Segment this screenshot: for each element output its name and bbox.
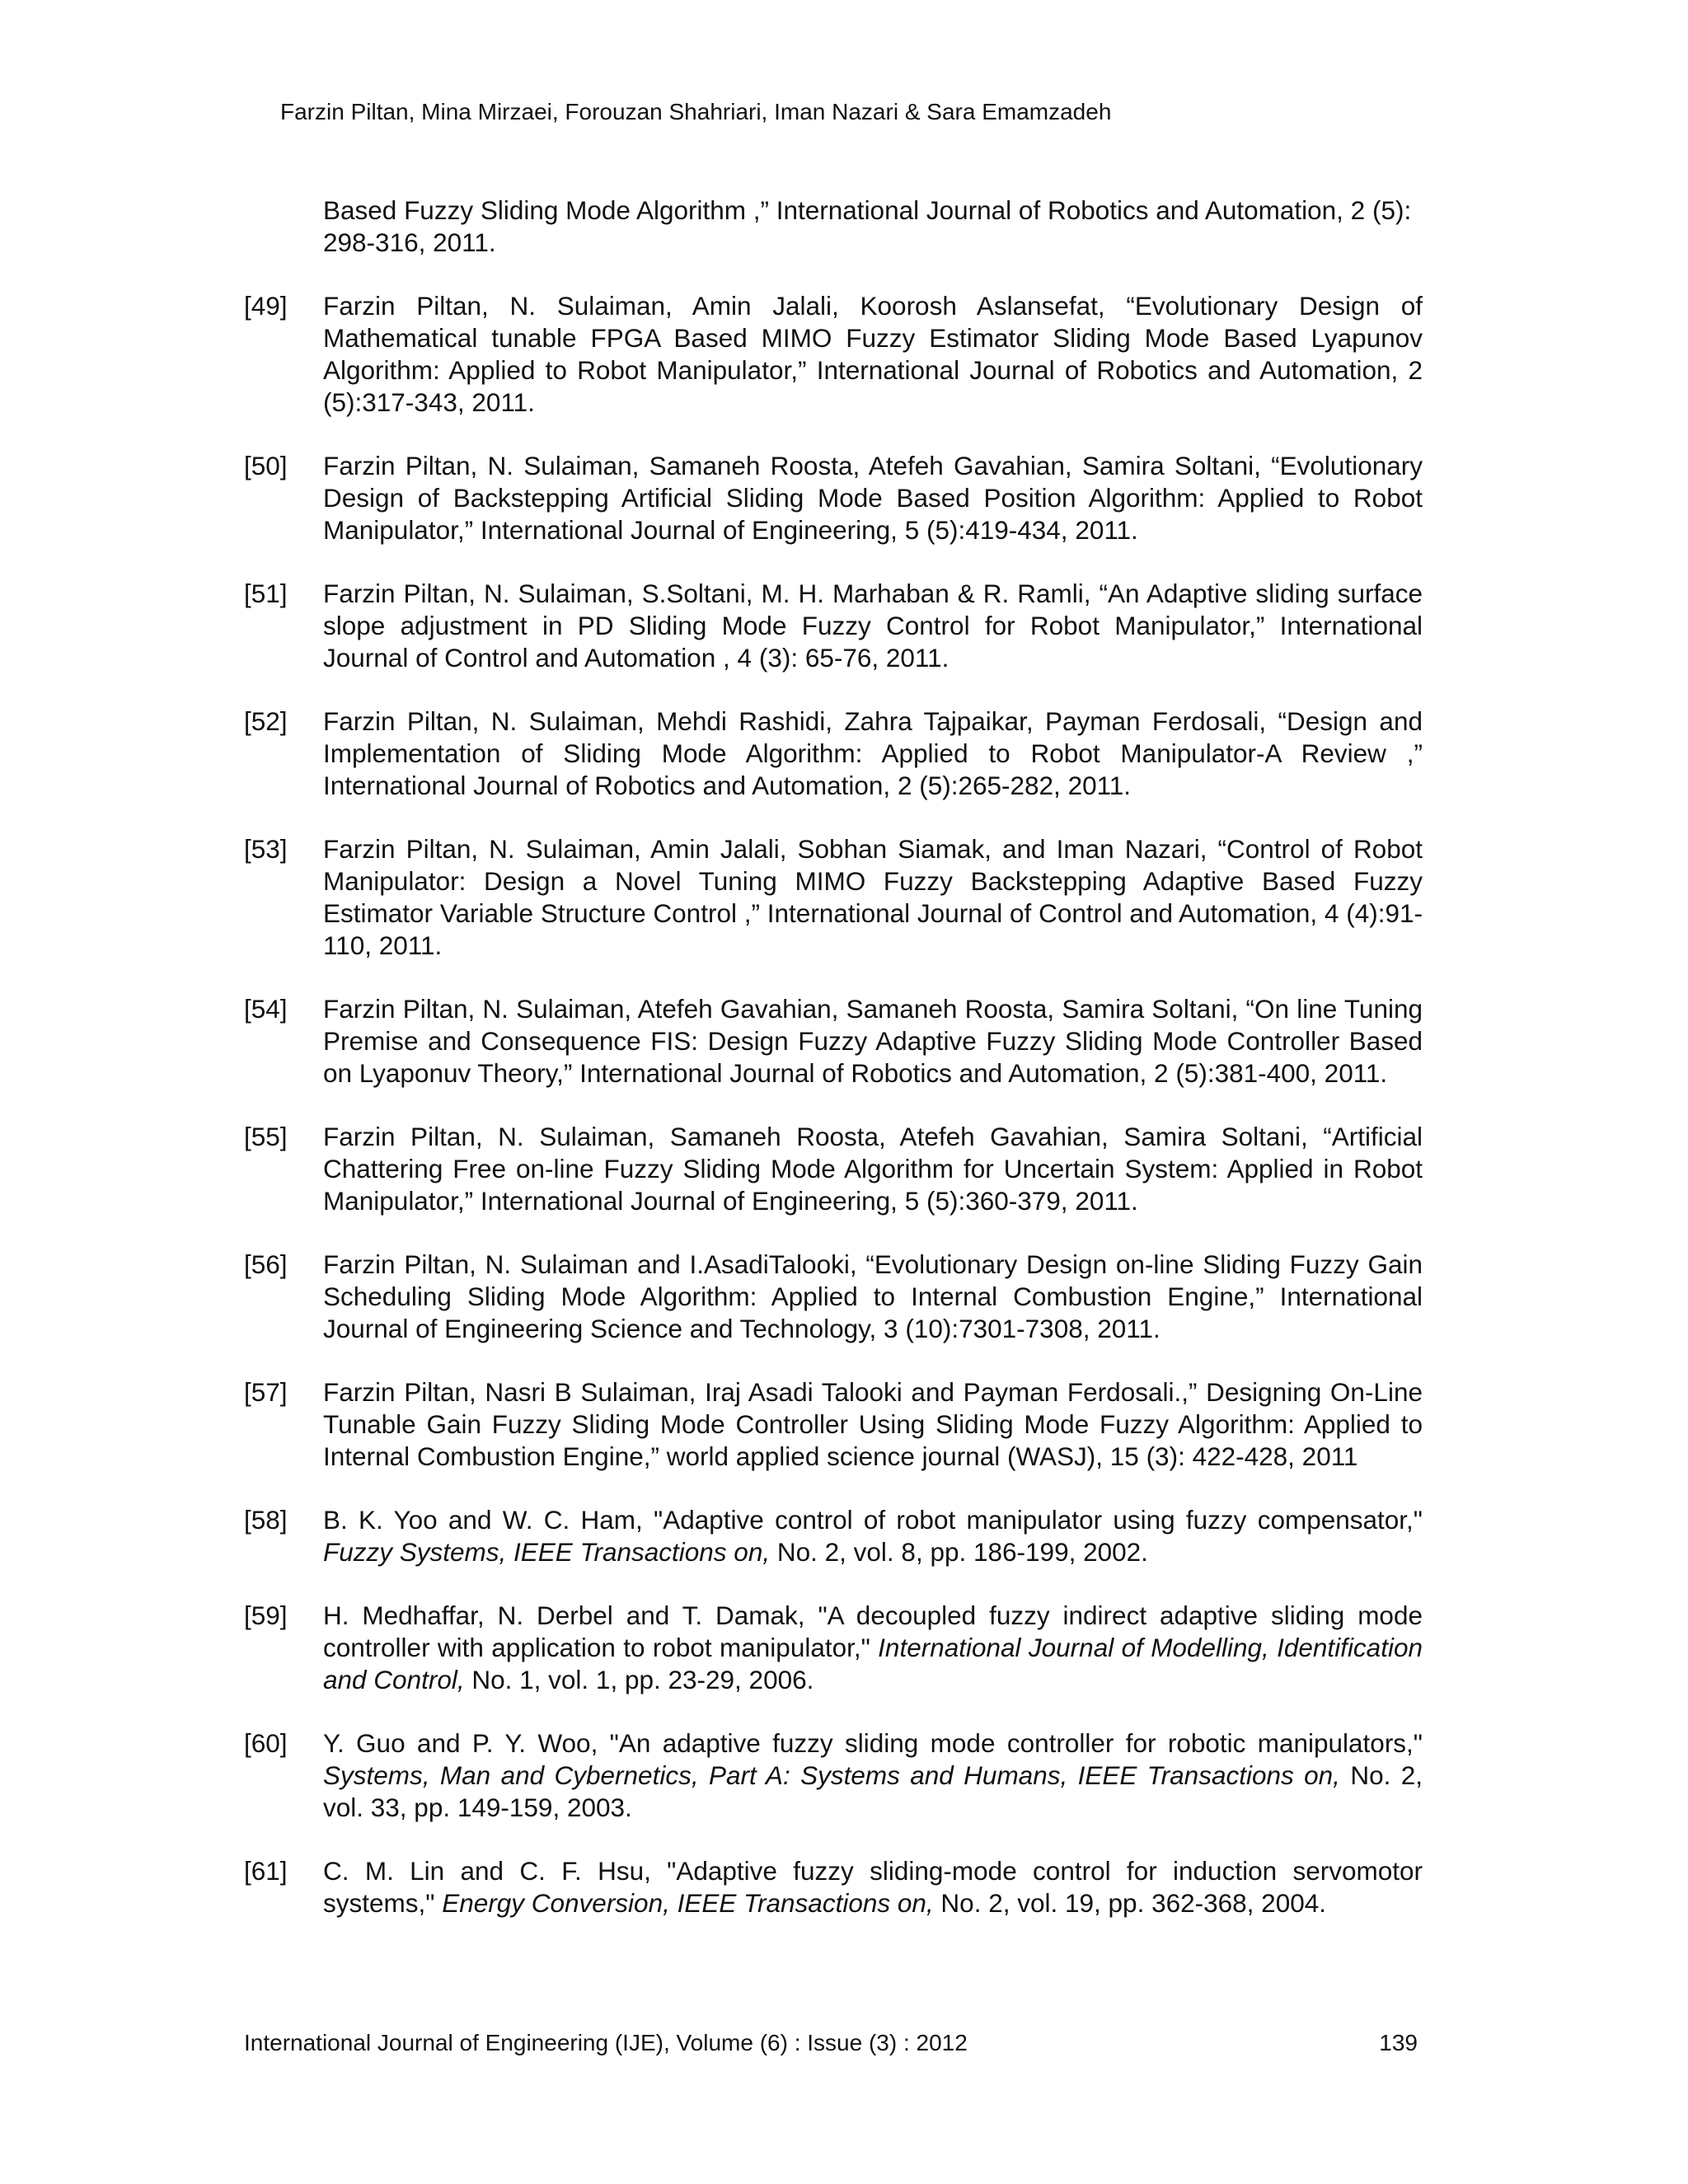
reference-text: Farzin Piltan, N. Sulaiman and I.AsadiTalooki, “Evolutionary Design on-line Sliding Fuzzy Gain Scheduling Sliding Mode Algorithm: Applied to Internal Combustion Engine,” International Journal of Engineering Science and Technology, 3 (10):7301-7308, 2011. bbox=[323, 1249, 1423, 1343]
reference-item bbox=[244, 705, 1423, 802]
reference-authors-title: Y. Guo and P. Y. Woo, "An adaptive fuzzy sliding mode controller for robotic manipulators," bbox=[323, 1728, 1423, 1758]
reference-details: No. 1, vol. 1, pp. 23-29, 2006. bbox=[464, 1665, 814, 1694]
reference-text: Farzin Piltan, N. Sulaiman, Amin Jalali, Sobhan Siamak, and Iman Nazari, “Control of Robot Manipulator: Design a Novel Tuning MIMO Fuzzy Backstepping Adaptive Based Fuzzy Estimator Variable Structure Control ,” International Journal of Control and Automation, 4 (4):91-110, 2011. bbox=[323, 834, 1423, 960]
reference-number: [51] bbox=[244, 579, 288, 608]
reference-item bbox=[244, 1600, 1423, 1696]
reference-number: [60] bbox=[244, 1728, 288, 1758]
reference-list bbox=[244, 194, 1423, 1951]
footer-journal-info: International Journal of Engineering (IJE), Volume (6) : Issue (3) : 2012 bbox=[244, 2030, 968, 2055]
reference-item bbox=[244, 1376, 1423, 1473]
reference-number: [49] bbox=[244, 291, 288, 321]
reference-number: [52] bbox=[244, 706, 288, 736]
reference-number: [50] bbox=[244, 451, 288, 480]
reference-text: Farzin Piltan, N. Sulaiman, Amin Jalali, Koorosh Aslansefat, “Evolutionary Design of Mathematical tunable FPGA Based MIMO Fuzzy Estimator Sliding Mode Based Lyapunov Algorithm: Applied to Robot Manipulator,” International Journal of Robotics and Automation, 2 (5):317-343, 2011. bbox=[323, 291, 1423, 417]
reference-item bbox=[244, 1855, 1423, 1919]
reference-number: [59] bbox=[244, 1601, 288, 1630]
reference-details: No. 2, vol. 8, pp. 186-199, 2002. bbox=[770, 1537, 1148, 1567]
reference-item bbox=[244, 450, 1423, 546]
reference-text: Farzin Piltan, N. Sulaiman, Samaneh Roosta, Atefeh Gavahian, Samira Soltani, “Artificial Chattering Free on-line Fuzzy Sliding Mode Algorithm for Uncertain System: Applied in Robot Manipulator,” International Journal of Engineering, 5 (5):360-379, 2011. bbox=[323, 1122, 1423, 1216]
reference-text: Farzin Piltan, N. Sulaiman, Mehdi Rashidi, Zahra Tajpaikar, Payman Ferdosali, “Design and Implementation of Sliding Mode Algorithm: Applied to Robot Manipulator-A Review ,” International Journal of Robotics and Automation, 2 (5):265-282, 2011. bbox=[323, 706, 1423, 800]
reference-item bbox=[244, 290, 1423, 419]
reference-text bbox=[323, 1727, 1423, 1824]
reference-item bbox=[244, 1727, 1423, 1824]
reference-text: Farzin Piltan, N. Sulaiman, S.Soltani, M. H. Marhaban & R. Ramli, “An Adaptive sliding surface slope adjustment in PD Sliding Mode Fuzzy Control for Robot Manipulator,” International Journal of Control and Automation , 4 (3): 65-76, 2011. bbox=[323, 579, 1423, 673]
reference-number: [53] bbox=[244, 834, 288, 864]
reference-details: No. 2, vol. 19, pp. 362-368, 2004. bbox=[933, 1888, 1327, 1918]
reference-number: [54] bbox=[244, 994, 288, 1024]
reference-venue: Systems, Man and Cybernetics, Part A: Systems and Humans, IEEE Transactions on, bbox=[323, 1760, 1340, 1790]
reference-text: Farzin Piltan, N. Sulaiman, Samaneh Roosta, Atefeh Gavahian, Samira Soltani, “Evolutionary Design of Backstepping Artificial Sliding Mode Based Position Algorithm: Applied to Robot Manipulator,” International Journal of Engineering, 5 (5):419-434, 2011. bbox=[323, 451, 1423, 545]
page-number: 139 bbox=[1379, 2030, 1418, 2055]
reference-item bbox=[244, 1121, 1423, 1217]
reference-item bbox=[244, 993, 1423, 1090]
reference-authors-title: C. M. Lin and C. F. Hsu, "Adaptive fuzzy sliding-mode control for induction servomotor systems," bbox=[323, 1856, 1423, 1918]
reference-text bbox=[323, 1855, 1423, 1919]
reference-text: Based Fuzzy Sliding Mode Algorithm ,” International Journal of Robotics and Automation, 2 (5): 298-316, 2011. bbox=[323, 195, 1412, 257]
reference-item bbox=[244, 578, 1423, 674]
reference-number: [57] bbox=[244, 1377, 288, 1407]
reference-authors-title: H. Medhaffar, N. Derbel and T. Damak, "A decoupled fuzzy indirect adaptive sliding mode controller with application to robot manipulator," bbox=[323, 1601, 1423, 1662]
reference-venue: Energy Conversion, IEEE Transactions on, bbox=[442, 1888, 934, 1918]
reference-details: No. 2, vol. 33, pp. 149-159, 2003. bbox=[323, 1760, 1423, 1822]
reference-text: Farzin Piltan, Nasri B Sulaiman, Iraj Asadi Talooki and Payman Ferdosali.,” Designing On-Line Tunable Gain Fuzzy Sliding Mode Controller Using Sliding Mode Fuzzy Algorithm: Applied to Internal Combustion Engine,” world applied science journal (WASJ), 15 (3): 422-428, 2011 bbox=[323, 1377, 1423, 1471]
reference-item bbox=[244, 1249, 1423, 1345]
reference-authors-title: B. K. Yoo and W. C. Ham, "Adaptive control of robot manipulator using fuzzy compensator," bbox=[323, 1505, 1423, 1535]
reference-text: Farzin Piltan, N. Sulaiman, Atefeh Gavahian, Samaneh Roosta, Samira Soltani, “On line Tuning Premise and Consequence FIS: Design Fuzzy Adaptive Fuzzy Sliding Mode Controller Based on Lyaponuv Theory,” International Journal of Robotics and Automation, 2 (5):381-400, 2011. bbox=[323, 994, 1423, 1088]
reference-number: [61] bbox=[244, 1856, 288, 1886]
reference-venue: Fuzzy Systems, IEEE Transactions on, bbox=[323, 1537, 771, 1567]
reference-continuation bbox=[244, 194, 1423, 259]
reference-text bbox=[323, 1504, 1423, 1568]
reference-number: [56] bbox=[244, 1249, 288, 1279]
running-header: Farzin Piltan, Mina Mirzaei, Forouzan Shahriari, Iman Nazari & Sara Emamzadeh bbox=[280, 99, 1112, 124]
reference-item bbox=[244, 1504, 1423, 1568]
reference-number: [55] bbox=[244, 1122, 288, 1151]
reference-number: [58] bbox=[244, 1505, 288, 1535]
reference-text bbox=[323, 1600, 1423, 1696]
reference-venue: International Journal of Modelling, Identification and Control, bbox=[323, 1633, 1423, 1694]
reference-item bbox=[244, 833, 1423, 962]
